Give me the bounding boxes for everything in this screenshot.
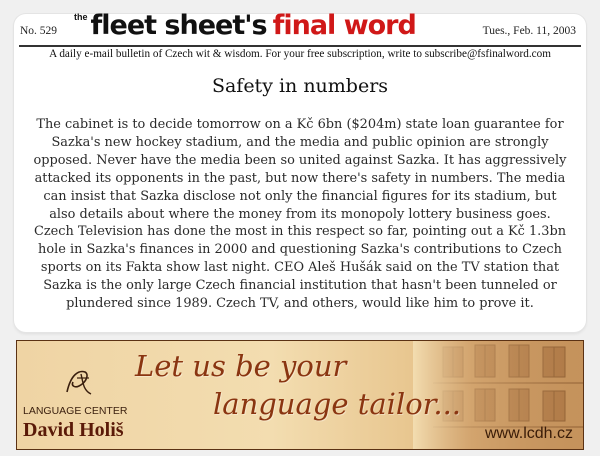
issue-date: Tues., Feb. 11, 2003 [482,25,576,37]
article-line: plundered since 1989. Czech TV, and others, would like him to prove it. [66,296,534,312]
title-accent: final word [272,10,416,41]
title-main: fleet sheet's [90,10,267,41]
ad-banner[interactable] [16,340,584,450]
masthead [14,10,586,44]
newsletter-card [14,10,586,332]
article-line: The cabinet is to decide tomorrow on a Kč 6bn ($204m) state loan guarantee for [36,117,564,132]
article-line: hole in Sazka's finances in 2000 and questioning Sazka's contributions to Czech [38,242,562,258]
article-line: opposed. Never have the media been so united against Sazka. It has aggressively [33,152,567,168]
article-line: Czech Television has done the most in this respect so far, pointing out a Kč 1.3bn [33,224,567,240]
ad-url-link[interactable]: www.lcdh.cz [484,425,573,442]
david-holis-logo-icon [61,364,97,400]
ad-slogan-line-1: Let us be your [135,349,347,383]
ad-slogan-line-2: language tailor... [213,387,462,421]
article-line: sports on its Fakta show last night. CEO Aleš Hušák said on the TV station that [40,260,560,276]
language-center-name: David Holiš [23,419,124,441]
article-line: Sazka is the only large Czech financial institution that hasn't been tunneled or [43,278,557,294]
issue-number: No. 529 [20,25,58,37]
article-headline: Safety in numbers [211,75,389,97]
article-line: Sazka's new hockey stadium, and the media and public opinion are strongly [51,134,549,150]
masthead-rule [19,45,581,47]
newsletter-title [74,10,416,41]
article-line: can insist that Sazka disclose not only the financial figures for its stadium, but [43,188,557,204]
tagline: A daily e-mail bulletin of Czech wit & wisdom. For your free subscription, write to subscribe@fsfinalword.com [49,48,551,60]
language-center-label: LANGUAGE CENTER [23,405,128,417]
title-the: the [74,12,88,22]
article-body [26,116,574,313]
article-line: also details about where the money from its monopoly lottery business goes. [49,206,551,222]
article-line: attacked its opponents in the past, but now there's safety in numbers. The media [34,170,566,186]
